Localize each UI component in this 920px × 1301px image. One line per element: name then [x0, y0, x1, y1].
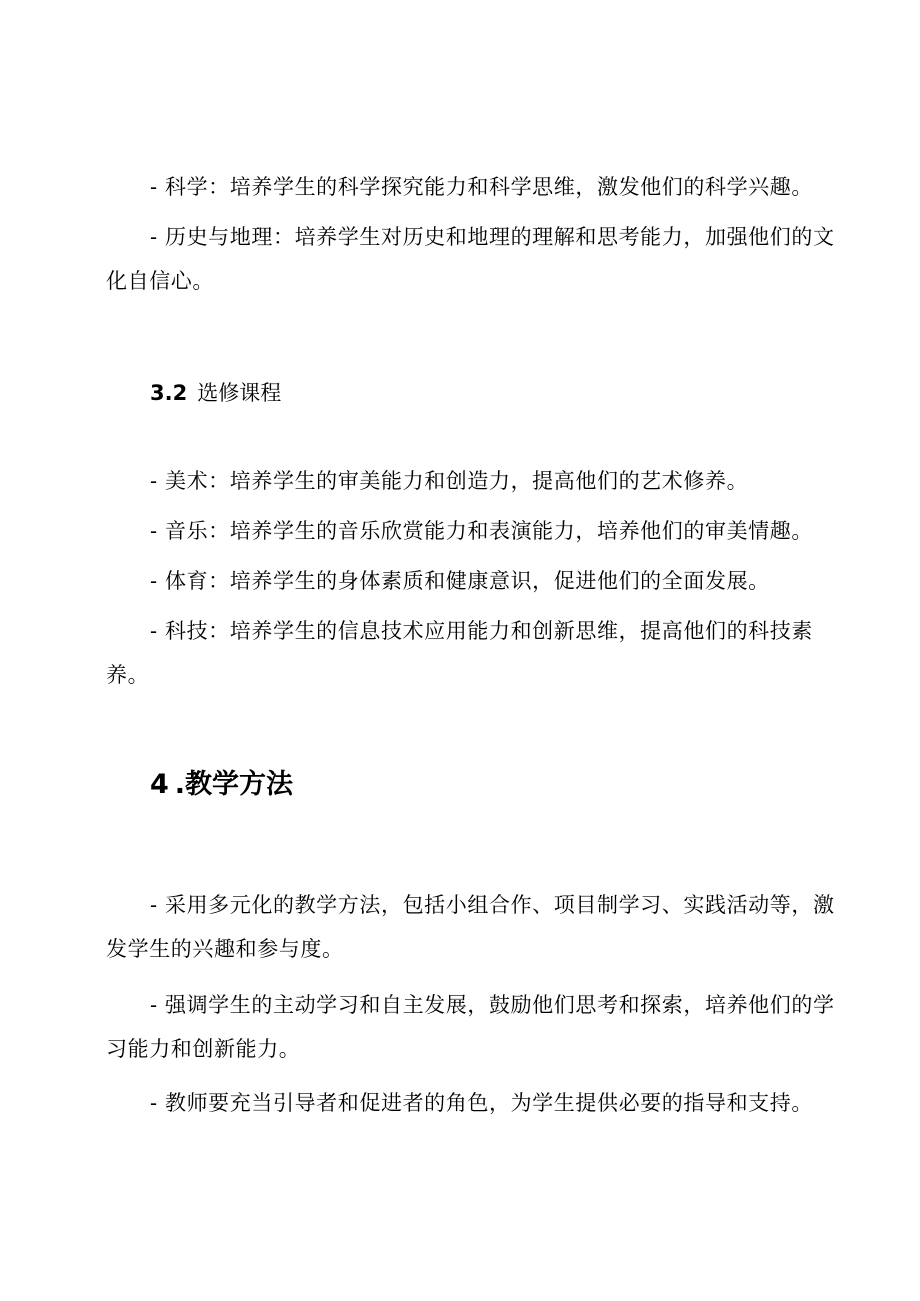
- subsection-number: 3.2: [150, 381, 188, 405]
- section-number: 4: [150, 769, 169, 800]
- elective-art: - 美术：培养学生的审美能力和创造力，提高他们的艺术修养。: [150, 469, 749, 493]
- method-active-learning: - 强调学生的主动学习和自主发展，鼓励他们思考和探索，培养他们的学习能力和创新能力。: [106, 993, 835, 1061]
- elective-technology: - 科技：培养学生的信息技术应用能力和创新思维，提高他们的科技素养。: [106, 619, 813, 687]
- core-course-science: - 科学：培养学生的科学探究能力和科学思维，激发他们的科学兴趣。: [150, 175, 813, 199]
- elective-pe: - 体育：培养学生的身体素质和健康意识，促进他们的全面发展。: [150, 569, 770, 593]
- teaching-methods-heading: [150, 766, 293, 804]
- elective-music: - 音乐：培养学生的音乐欣赏能力和表演能力，培养他们的审美情趣。: [150, 519, 813, 543]
- elective-courses-heading: [150, 378, 281, 408]
- section-title: .教学方法: [174, 769, 294, 800]
- method-diverse-approaches: - 采用多元化的教学方法，包括小组合作、项目制学习、实践活动等，激发学生的兴趣和参与度。: [106, 893, 835, 961]
- subsection-title: 选修课程: [197, 381, 282, 405]
- core-course-history-geography: - 历史与地理：培养学生对历史和地理的理解和思考能力，加强他们的文化自信心。: [106, 225, 835, 293]
- method-teacher-role: - 教师要充当引导者和促进者的角色，为学生提供必要的指导和支持。: [150, 1091, 813, 1115]
